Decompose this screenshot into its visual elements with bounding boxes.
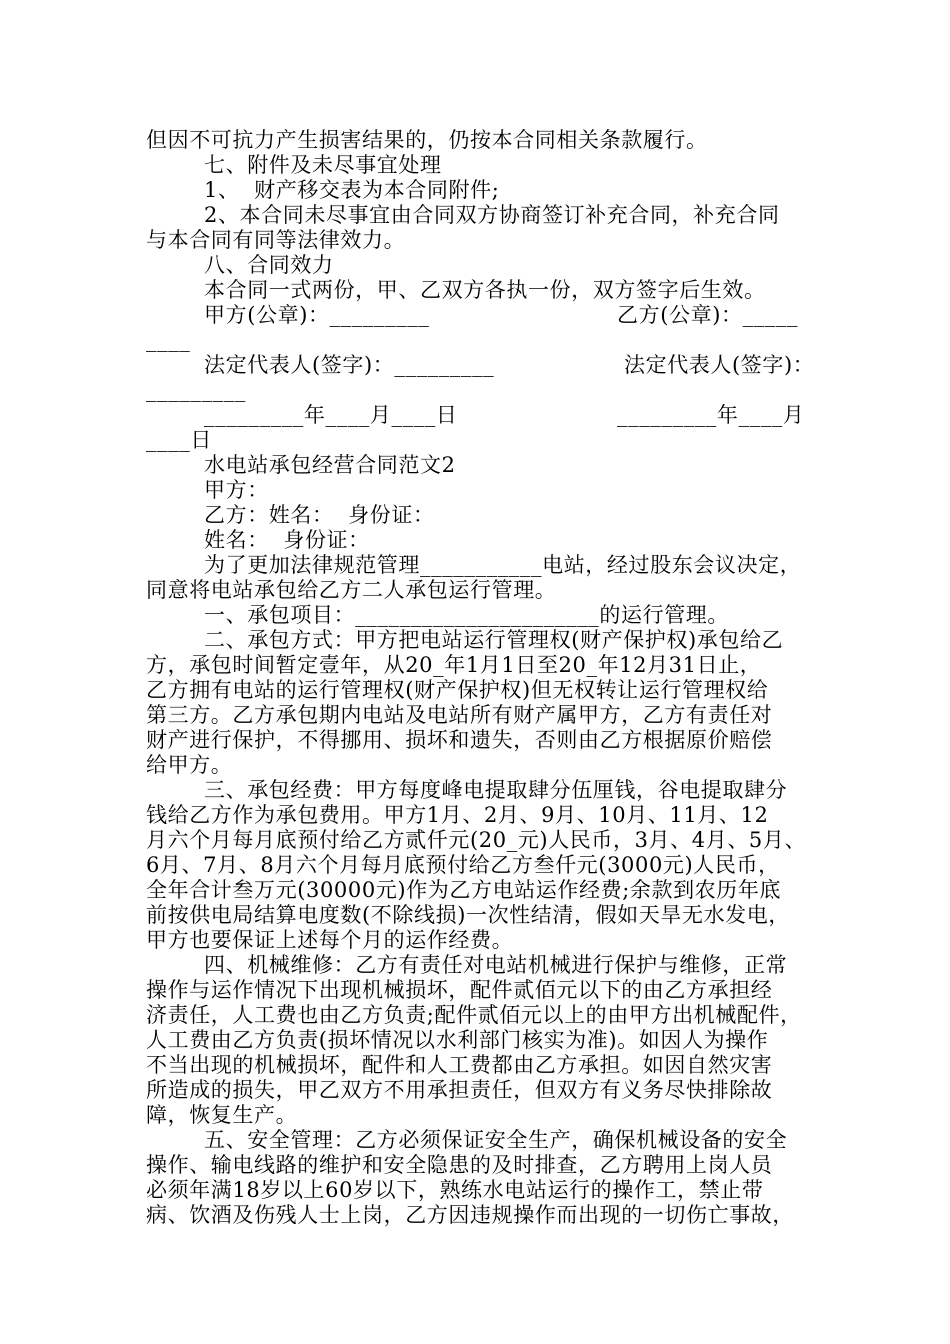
text-line: ____ <box>146 328 191 352</box>
text-line: 五、安全管理：乙方必须保证安全生产，确保机械设备的安全 <box>204 1128 788 1152</box>
text-line: 二、承包方式：甲方把电站运行管理权(财产保护权)承包给乙 <box>204 628 784 652</box>
text-line: 所造成的损失，甲乙双方不用承担责任，但双方有义务尽快排除故 <box>146 1078 773 1102</box>
text-line: 甲方也要保证上述每个月的运作经费。 <box>146 928 514 952</box>
text-line: 为了更加法律规范管理___________电站，经过股东会议决定， <box>204 553 802 577</box>
text-line: 1、 财产移交表为本合同附件; <box>204 178 500 202</box>
text-line: 月六个月每月底预付给乙方贰仟元(20_元)人民币，3月、4月、5月、 <box>146 828 807 852</box>
text-line: 障，恢复生产。 <box>146 1103 298 1127</box>
party-a-representative-line: 法定代表人(签字)：_________ <box>204 353 495 377</box>
section-heading: 七、附件及未尽事宜处理 <box>204 153 442 177</box>
text-line: 财产进行保护，不得挪用、损坏和遗失，否则由乙方根据原价赔偿 <box>146 728 773 752</box>
party-b-representative-line: 法定代表人(签字)： <box>624 353 815 377</box>
text-line: 方，承包时间暂定壹年，从20_年1月1日至20_年12月31日止， <box>146 653 762 677</box>
text-line: 不当出现的机械损坏，配件和人工费都由乙方承担。如因自然灾害 <box>146 1053 773 1077</box>
text-line: 本合同一式两份，甲、乙双方各执一份，双方签字后生效。 <box>204 278 766 302</box>
text-line: 钱给乙方作为承包费用。甲方1月、2月、9月、10月、11月、12 <box>146 803 769 827</box>
party-a-date-line: _________年____月____日 <box>204 403 458 427</box>
text-line: 四、机械维修：乙方有责任对电站机械进行保护与维修，正常 <box>204 953 788 977</box>
text-line: _________ <box>146 378 246 402</box>
text-line: 2、本合同未尽事宜由合同双方协商签订补充合同，补充合同 <box>204 203 780 227</box>
text-line: 甲方： <box>204 478 269 502</box>
text-line: 乙方拥有电站的运行管理权(财产保护权)但无权转让运行管理权给 <box>146 678 769 702</box>
text-line: 必须年满18岁以上60岁以下，熟练水电站运行的操作工，禁止带 <box>146 1178 764 1202</box>
text-line: 6月、7月、8月六个月每月底预付给乙方叁仟元(3000元)人民币， <box>146 853 780 877</box>
text-line: 全年合计叁万元(30000元)作为乙方电站运作经费;余款到农历年底 <box>146 878 782 902</box>
text-line: 三、承包经费：甲方每度峰电提取肆分伍厘钱，谷电提取肆分 <box>204 778 788 802</box>
text-line: 前按供电局结算电度数(不除线损)一次性结清，假如天旱无水发电， <box>146 903 790 927</box>
text-line: 给甲方。 <box>146 753 233 777</box>
text-line: 与本合同有同等法律效力。 <box>146 228 406 252</box>
text-line: 操作、输电线路的维护和安全隐患的及时排查，乙方聘用上岗人员 <box>146 1153 773 1177</box>
text-line: 乙方：姓名： 身份证： <box>204 503 435 527</box>
text-line: 姓名： 身份证： <box>204 528 370 552</box>
section-heading: 八、合同效力 <box>204 253 334 277</box>
text-line: ____日 <box>146 428 212 452</box>
text-line: 同意将电站承包给乙方二人承包运行管理。 <box>146 578 557 602</box>
text-line: 但因不可抗力产生损害结果的，仍按本合同相关条款履行。 <box>146 128 708 152</box>
text-line: 病、饮酒及伤残人士上岗，乙方因违规操作而出现的一切伤亡事故， <box>146 1203 794 1227</box>
text-line: 济责任，人工费也由乙方负责;配件贰佰元以上的由甲方出机械配件， <box>146 1003 802 1027</box>
text-line: 第三方。乙方承包期内电站及电站所有财产属甲方，乙方有责任对 <box>146 703 773 727</box>
text-line: 人工费由乙方负责(损坏情况以水利部门核实为准)。如因人为操作 <box>146 1028 769 1052</box>
party-b-date-line: _________年____月 <box>617 403 805 427</box>
party-a-seal-line: 甲方(公章)：_________ <box>204 303 430 327</box>
text-line: 操作与运作情况下出现机械损坏，配件贰佰元以下的由乙方承担经 <box>146 978 773 1002</box>
text-line: 一、承包项目：______________________的运行管理。 <box>204 603 729 627</box>
party-b-seal-line: 乙方(公章)：_____ <box>617 303 799 327</box>
document-title: 水电站承包经营合同范文2 <box>204 453 456 477</box>
